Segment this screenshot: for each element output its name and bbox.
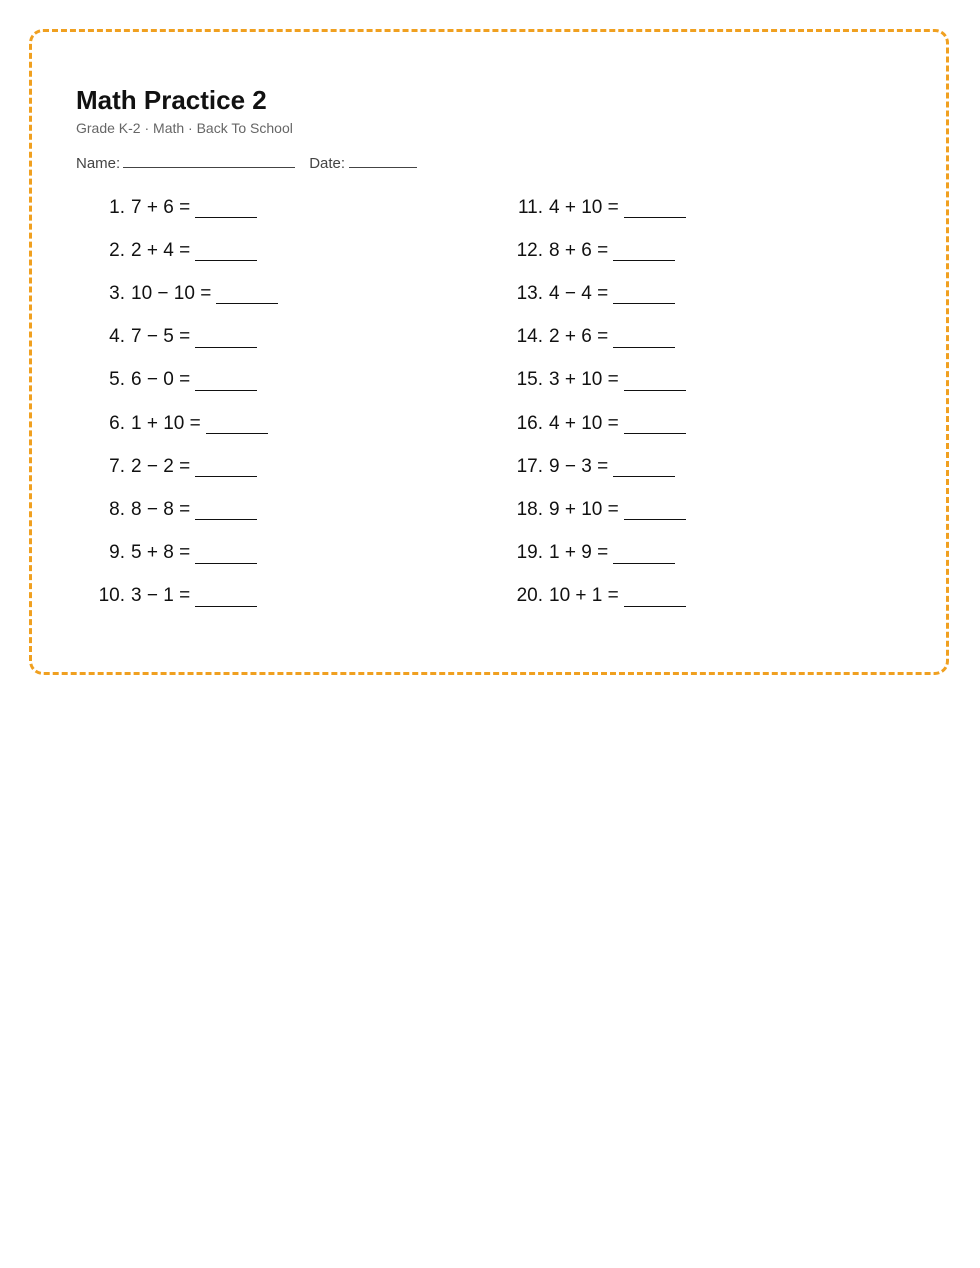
- problem-number: 3.: [109, 282, 125, 304]
- problem-expression: 8 − 8 =: [131, 498, 191, 520]
- problem-column-right: [508, 186, 686, 618]
- problem-item: [508, 229, 686, 272]
- problem-number: 10.: [98, 585, 125, 607]
- problem-item: [90, 186, 278, 229]
- problem-item: [508, 402, 686, 445]
- problem-column-left: [90, 186, 278, 618]
- problem-expression: 2 − 2 =: [131, 455, 191, 477]
- answer-blank[interactable]: [624, 376, 686, 391]
- answer-blank[interactable]: [613, 289, 675, 304]
- answer-blank[interactable]: [613, 246, 675, 261]
- problem-number: 15.: [516, 369, 543, 391]
- problem-expression: 6 − 0 =: [131, 369, 191, 391]
- problem-item: [508, 272, 686, 315]
- name-blank[interactable]: [123, 153, 295, 168]
- answer-blank[interactable]: [624, 505, 686, 520]
- problem-expression: 5 + 8 =: [131, 542, 191, 564]
- problem-number: 16.: [516, 412, 543, 434]
- name-date-row: [76, 153, 417, 174]
- worksheet-card: [29, 29, 949, 675]
- problem-item: [508, 359, 686, 402]
- problem-number: 11.: [517, 196, 543, 218]
- problem-number: 13.: [516, 282, 543, 304]
- answer-blank[interactable]: [206, 419, 268, 434]
- problem-item: [90, 488, 278, 531]
- problem-expression: 7 − 5 =: [131, 326, 191, 348]
- problem-number: 7.: [109, 455, 125, 477]
- answer-blank[interactable]: [195, 505, 257, 520]
- problem-expression: 9 + 10 =: [549, 498, 619, 520]
- date-blank[interactable]: [349, 153, 417, 168]
- problem-item: [90, 359, 278, 402]
- problem-number: 5.: [109, 369, 125, 391]
- answer-blank[interactable]: [195, 246, 257, 261]
- problem-item: [508, 575, 686, 618]
- problem-item: [508, 186, 686, 229]
- problem-expression: 1 + 10 =: [131, 412, 201, 434]
- problem-number: 17.: [516, 455, 543, 477]
- worksheet-subtitle: Grade K-2 · Math · Back To School: [76, 120, 293, 136]
- problem-number: 9.: [109, 542, 125, 564]
- answer-blank[interactable]: [195, 376, 257, 391]
- problem-item: [90, 445, 278, 488]
- problem-expression: 4 − 4 =: [549, 282, 609, 304]
- problem-item: [508, 316, 686, 359]
- date-label: Date:: [309, 155, 346, 172]
- answer-blank[interactable]: [216, 289, 278, 304]
- problem-expression: 10 − 10 =: [131, 282, 212, 304]
- problem-item: [90, 532, 278, 575]
- problem-expression: 4 + 10 =: [549, 196, 619, 218]
- name-label: Name:: [76, 155, 121, 172]
- problem-number: 18.: [516, 498, 543, 520]
- problem-expression: 3 − 1 =: [131, 585, 191, 607]
- answer-blank[interactable]: [613, 462, 675, 477]
- problem-item: [90, 229, 278, 272]
- problem-number: 20.: [516, 585, 543, 607]
- answer-blank[interactable]: [613, 333, 675, 348]
- problem-number: 2.: [109, 239, 125, 261]
- problem-item: [90, 272, 278, 315]
- answer-blank[interactable]: [624, 592, 686, 607]
- problem-item: [90, 575, 278, 618]
- problem-item: [508, 532, 686, 575]
- problem-expression: 7 + 6 =: [131, 196, 191, 218]
- answer-blank[interactable]: [195, 592, 257, 607]
- answer-blank[interactable]: [195, 203, 257, 218]
- answer-blank[interactable]: [195, 462, 257, 477]
- problem-expression: 2 + 4 =: [131, 239, 191, 261]
- answer-blank[interactable]: [613, 549, 675, 564]
- problem-expression: 1 + 9 =: [549, 542, 609, 564]
- problem-number: 19.: [516, 542, 543, 564]
- answer-blank[interactable]: [195, 333, 257, 348]
- problem-number: 14.: [516, 326, 543, 348]
- problem-expression: 4 + 10 =: [549, 412, 619, 434]
- page-title: Math Practice 2: [76, 85, 267, 115]
- answer-blank[interactable]: [195, 549, 257, 564]
- problem-number: 4.: [109, 326, 125, 348]
- problem-number: 8.: [109, 498, 125, 520]
- answer-blank[interactable]: [624, 419, 686, 434]
- problem-item: [508, 488, 686, 531]
- problem-expression: 9 − 3 =: [549, 455, 609, 477]
- problem-item: [90, 316, 278, 359]
- problem-item: [90, 402, 278, 445]
- problem-expression: 10 + 1 =: [549, 585, 619, 607]
- problem-expression: 8 + 6 =: [549, 239, 609, 261]
- problem-expression: 3 + 10 =: [549, 369, 619, 391]
- problem-number: 1.: [109, 196, 125, 218]
- problem-number: 6.: [109, 412, 125, 434]
- problem-item: [508, 445, 686, 488]
- problem-number: 12.: [516, 239, 543, 261]
- problem-expression: 2 + 6 =: [549, 326, 609, 348]
- answer-blank[interactable]: [624, 203, 686, 218]
